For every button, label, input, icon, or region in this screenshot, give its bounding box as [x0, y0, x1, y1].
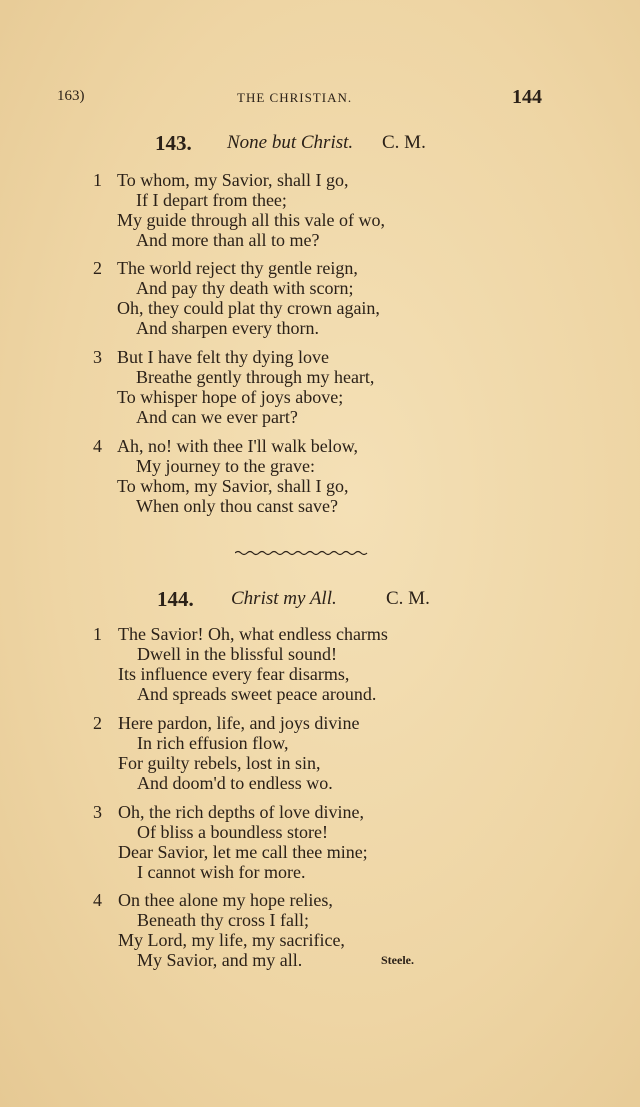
verse-line: For guilty rebels, lost in sin,: [118, 753, 321, 773]
header-section-title: THE CHRISTIAN.: [237, 90, 353, 105]
stanza-number: 1: [93, 624, 102, 644]
page-number: 144: [512, 86, 542, 108]
verse-line: And can we ever part?: [136, 407, 298, 427]
verse-line: But I have felt thy dying love: [117, 347, 329, 367]
stanza-number: 1: [93, 170, 102, 190]
verse-line: My journey to the grave:: [136, 456, 315, 476]
verse-line: Beneath thy cross I fall;: [137, 910, 309, 930]
verse-line: Here pardon, life, and joys divine: [118, 713, 360, 733]
verse-line: And pay thy death with scorn;: [136, 278, 354, 298]
verse-line: I cannot wish for more.: [137, 862, 306, 882]
header-left-number: 163): [57, 88, 85, 104]
hymn-title: Christ my All.: [231, 588, 337, 609]
verse-line: My guide through all this vale of wo,: [117, 210, 385, 230]
stanza-number: 4: [93, 436, 102, 456]
stanza-number: 2: [93, 258, 102, 278]
verse-line: Breathe gently through my heart,: [136, 367, 375, 387]
verse-line: To whisper hope of joys above;: [117, 387, 344, 407]
verse-line: Dear Savior, let me call thee mine;: [118, 842, 368, 862]
verse-line: Its influence every fear disarms,: [118, 664, 350, 684]
stanza-number: 4: [93, 890, 102, 910]
hymn-meter: C. M.: [386, 588, 430, 609]
verse-line: When only thou canst save?: [136, 496, 338, 516]
verse-line: To whom, my Savior, shall I go,: [117, 476, 349, 496]
stanza-number: 3: [93, 347, 102, 367]
hymn-meter: C. M.: [382, 132, 426, 153]
verse-line: My Savior, and my all.: [137, 950, 303, 970]
hymn-title: None but Christ.: [227, 132, 354, 153]
verse-line: Oh, they could plat thy crown again,: [117, 298, 380, 318]
verse-line: The Savior! Oh, what endless charms: [118, 624, 388, 644]
verse-line: Of bliss a boundless store!: [137, 822, 328, 842]
hymn-144-title: [0, 587, 640, 615]
verse-line: Ah, no! with thee I'll walk below,: [117, 436, 359, 456]
stanza-number: 3: [93, 802, 102, 822]
hymn-143-title: [0, 131, 640, 159]
running-header: [0, 88, 640, 112]
verse-line: If I depart from thee;: [136, 190, 287, 210]
verse-line: And doom'd to endless wo.: [137, 773, 333, 793]
verse-line: And more than all to me?: [136, 230, 320, 250]
author-attribution: Steele.: [381, 953, 414, 967]
verse-line: On thee alone my hope relies,: [118, 890, 333, 910]
verse-line: And sharpen every thorn.: [136, 318, 319, 338]
hymn-number: 143.: [155, 131, 192, 155]
hymn-number: 144.: [157, 587, 194, 611]
verse-line: In rich effusion flow,: [137, 733, 289, 753]
verse-line: Dwell in the blissful sound!: [137, 644, 337, 664]
verse-line: My Lord, my life, my sacrifice,: [118, 930, 345, 950]
verse-line: And spreads sweet peace around.: [137, 684, 377, 704]
stanza-number: 2: [93, 713, 102, 733]
ornamental-divider: [235, 549, 370, 557]
verse-line: Oh, the rich depths of love divine,: [118, 802, 364, 822]
verse-line: The world reject thy gentle reign,: [117, 258, 358, 278]
verse-line: To whom, my Savior, shall I go,: [117, 170, 349, 190]
